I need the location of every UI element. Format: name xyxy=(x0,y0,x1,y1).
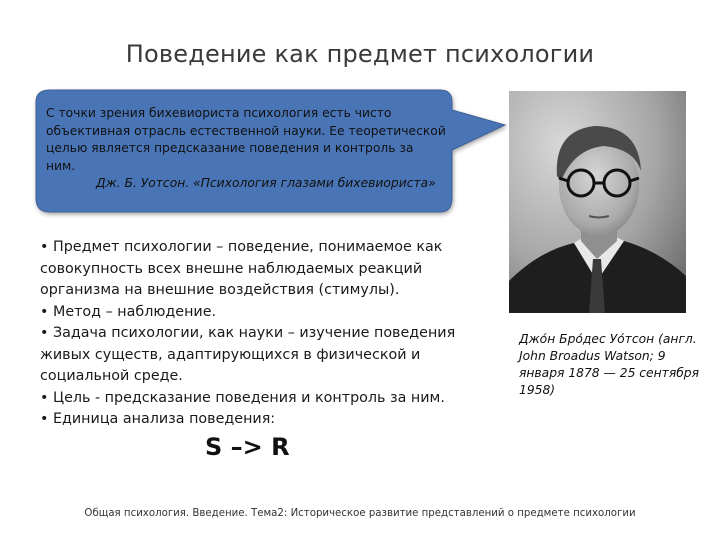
stimulus-response-formula: S –> R xyxy=(205,433,290,461)
quote-text: С точки зрения бихевиориста психология есть чисто объективная отрасль естественной науки. Ее теоретической целью является предсказание поведения и контроль за ним. xyxy=(46,106,446,173)
bullet-goal: • Цель - предсказание поведения и контроль за ним. xyxy=(40,389,445,406)
portrait-caption: Джо́н Бро́дес Уо́тсон (англ. John Broadus Watson; 9 января 1878 — 25 сентября 1958) xyxy=(519,332,700,397)
slide-title: Поведение как предмет психологии xyxy=(125,40,595,68)
bullet-list xyxy=(40,237,470,431)
quote-block xyxy=(46,105,446,193)
bullet-unit: • Единица анализа поведения: xyxy=(40,411,276,427)
quote-source: Дж. Б. Уотсон. «Психология глазами бихевиориста» xyxy=(96,176,436,190)
slide-footer: Общая психология. Введение. Тема2: Историческое развитие представлений о предмете психологии xyxy=(84,508,636,519)
bullet-method: • Метод – наблюдение. xyxy=(40,303,217,320)
watson-portrait xyxy=(509,91,686,313)
bullet-subject: • Предмет психологии – поведение, понимаемое как совокупность всех внешне наблюдаемых реакций организма на внешние воздействия (стимулы). xyxy=(40,239,443,298)
bullet-task: • Задача психологии, как науки – изучение поведения живых существ, адаптирующихся в физической и социальной среде. xyxy=(40,325,456,384)
